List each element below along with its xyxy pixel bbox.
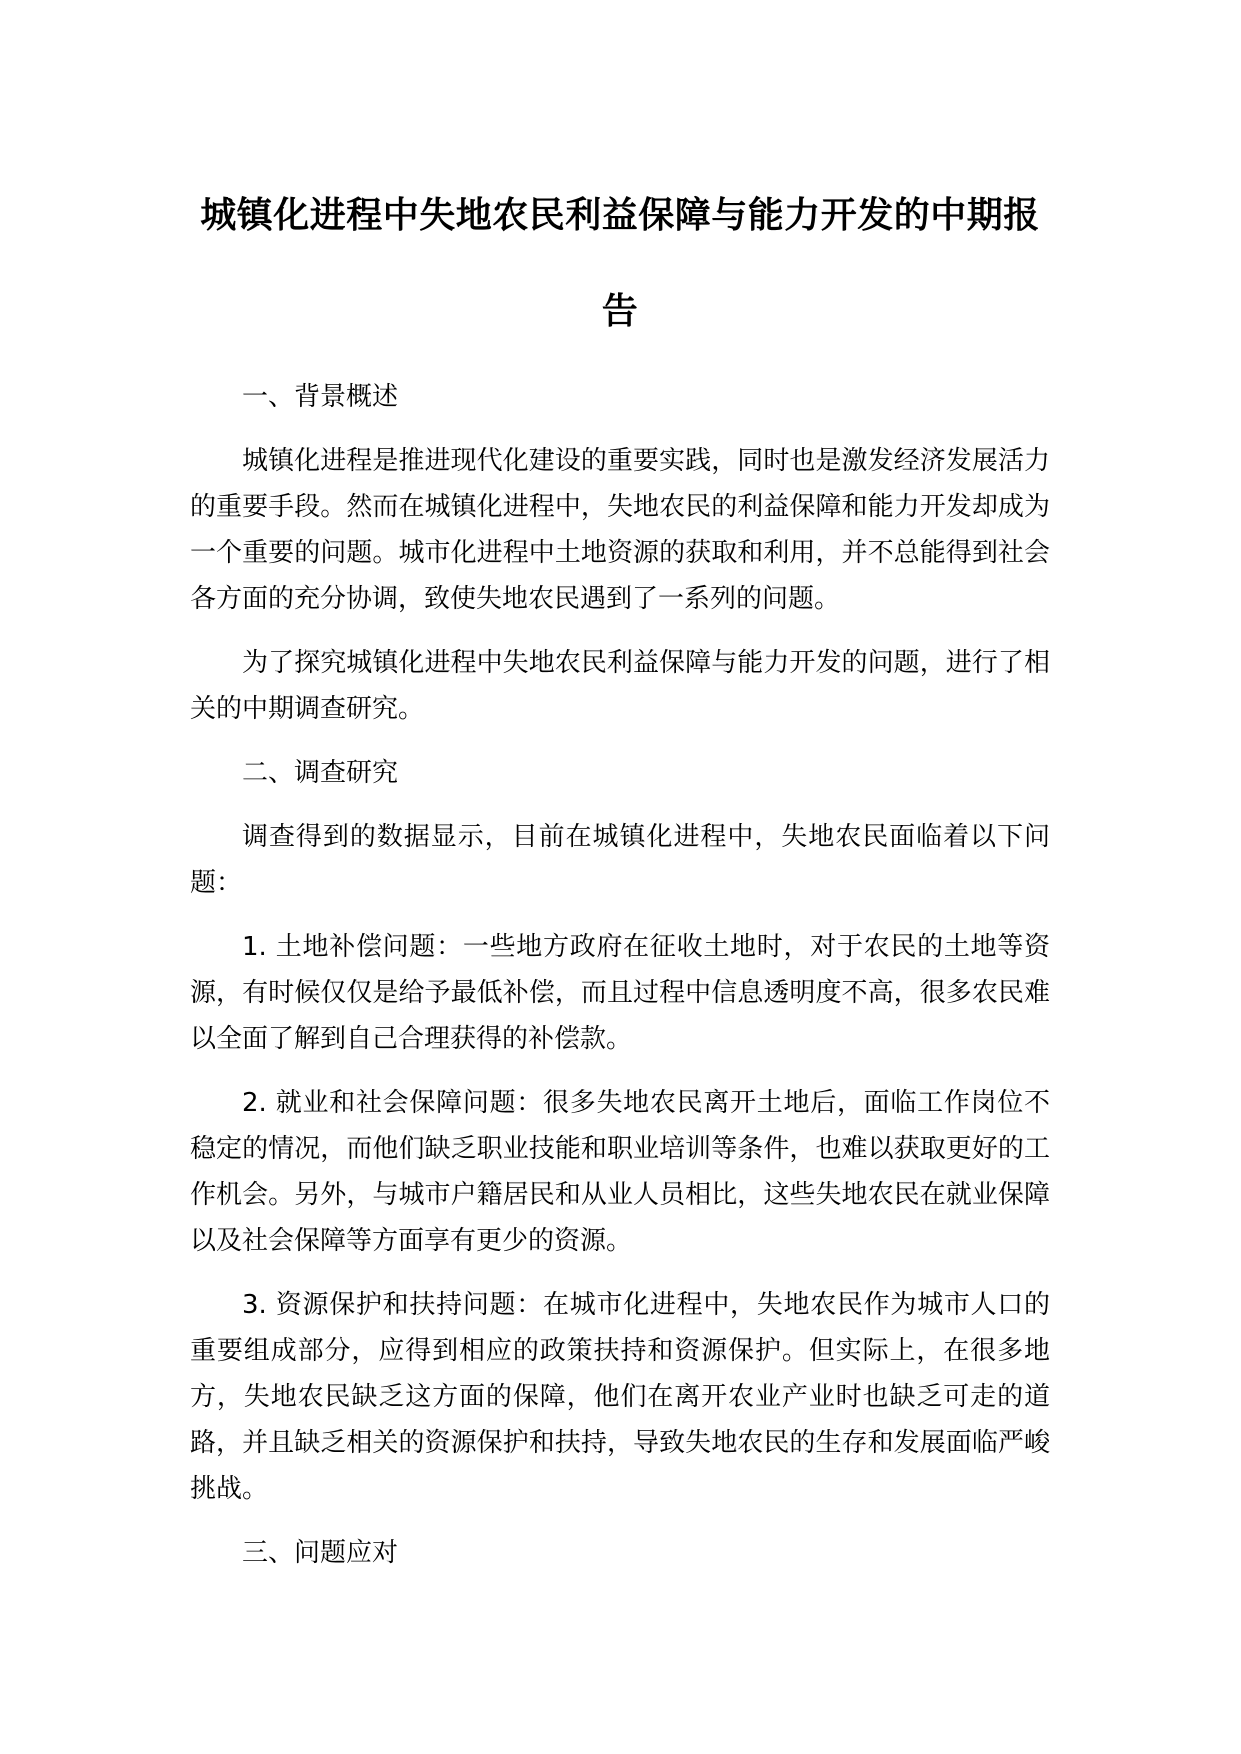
paragraph-background-1: 城镇化进程是推进现代化建设的重要实践，同时也是激发经济发展活力的重要手段。然而在城镇化进程中，失地农民的利益保障和能力开发却成为一个重要的问题。城市化进程中土地资源的获取和利用，并不总能得到社会各方面的充分协调，致使失地农民遇到了一系列的问题。	[190, 446, 1050, 614]
section-heading-background: 一、背景概述	[242, 382, 399, 412]
section-heading-response: 三、问题应对	[242, 1538, 399, 1568]
paragraph-issue-resource-support: 3. 资源保护和扶持问题：在城市化进程中，失地农民作为城市人口的重要组成部分，应得到相应的政策扶持和资源保护。但实际上，在很多地方，失地农民缺乏这方面的保障，他们在离开农业产业时也缺乏可走的道路，并且缺乏相关的资源保护和扶持，导致失地农民的生存和发展面临严峻挑战。	[190, 1290, 1050, 1504]
paragraph-issue-employment-security: 2. 就业和社会保障问题：很多失地农民离开土地后，面临工作岗位不稳定的情况，而他们缺乏职业技能和职业培训等条件，也难以获取更好的工作机会。另外，与城市户籍居民和从业人员相比，这些失地农民在就业保障以及社会保障等方面享有更少的资源。	[190, 1088, 1050, 1256]
paragraph-research-intro: 调查得到的数据显示，目前在城镇化进程中，失地农民面临着以下问题：	[190, 822, 1050, 898]
section-heading-research: 二、调查研究	[242, 758, 399, 788]
paragraph-issue-land-compensation: 1. 土地补偿问题：一些地方政府在征收土地时，对于农民的土地等资源，有时候仅仅是给予最低补偿，而且过程中信息透明度不高，很多农民难以全面了解到自己合理获得的补偿款。	[190, 932, 1050, 1054]
paragraph-background-2: 为了探究城镇化进程中失地农民利益保障与能力开发的问题，进行了相关的中期调查研究。	[190, 648, 1050, 724]
document-title: 城镇化进程中失地农民利益保障与能力开发的中期报告	[200, 195, 1040, 332]
document-body	[190, 374, 1050, 1594]
